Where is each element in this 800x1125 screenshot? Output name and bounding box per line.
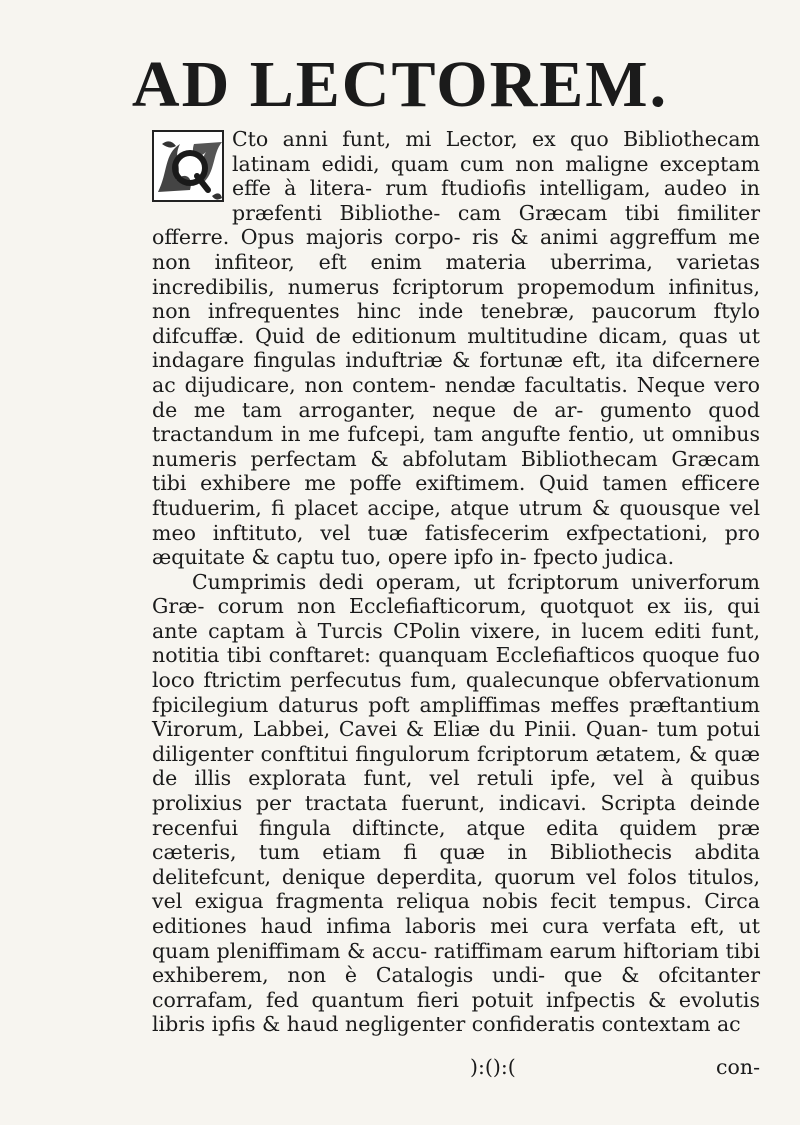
paragraph-2: Cumprimis dedi operam, ut fcriptorum univerforum Græ- corum non Ecclefiafticorum, quotquot ex iis, qui ante captam à Turcis CPolin vixere, in lucem editi funt, notitia tibi conftaret: quanquam Ecclefiafticos quoque fuo loco ftrictim perfecutus fum, qualecunque obfervationum fpicilegium daturus poft ampliffimas meffes præftantium Virorum, Labbei, Cavei & Eliæ du Pinii. Quan- tum potui diligenter conftitui fingulorum fcriptorum ætatem, & quæ de illis explorata funt, vel retuli ipfe, vel à quibus prolixius per tractata fuerunt, indicavi. Scripta deinde recenfui fingula diftincte, atque edita quidem præ cæteris, tum etiam fi quæ in Bibliothecis abdita delitefcunt, denique deperdita, quorum vel folos titulos, vel exigua fragmenta reliqua nobis fecit tempus. Circa editiones haud infima laboris mei cura verfata eft, ut quam pleniffimam & accu- ratiffimam earum hiftoriam tibi exhiberem, non è Catalogis undi- que & ofcitanter corrafam, fed quantum fieri potuit infpectis & evolutis libris ipfis & haud negligenter confideratis contextam ac bbox=[152, 569, 760, 1037]
drop-cap-space bbox=[152, 127, 228, 225]
body-text bbox=[152, 127, 760, 1037]
signature-mark: ):():( bbox=[470, 1055, 516, 1079]
paragraph-1 bbox=[152, 127, 760, 570]
catchword: con- bbox=[716, 1055, 760, 1079]
paragraph-1-text: Cto anni funt, mi Lector, ex quo Bibliothecam latinam edidi, quam cum non maligne exceptam effe à litera- rum ftudiofis intelligam, audeo in præfenti Bibliothe- cam Græcam tibi fimiliter offerre. Opus majoris corpo- ris & animi aggreffum me non infiteor, eft enim materia uberrima, varietas incredibilis, numerus fcriptorum propemodum infinitus, non infrequentes hinc inde tenebræ, paucorum ftylo difcuffæ. Quid de editionum multitudine dicam, quas ut indagare fingulas induftriæ & fortunæ eft, ita difcernere ac dijudicare, non contem- nendæ facultatis. Neque vero de me tam arroganter, neque de ar- gumento quod tractandum in me fufcepi, tam angufte fentio, ut omnibus numeris perfectam & abfolutam Bibliothecam Græcam tibi exhibere me poffe exiftimem. Quid tamen efficere ftuduerim, fi placet accipe, atque utrum & quousque vel meo inftituto, vel tuæ fatisfecerim exfpectationi, pro æquitate & captu tuo, opere ipfo in- fpecto judica. bbox=[152, 127, 760, 570]
page-heading: AD LECTOREM. bbox=[131, 48, 669, 121]
